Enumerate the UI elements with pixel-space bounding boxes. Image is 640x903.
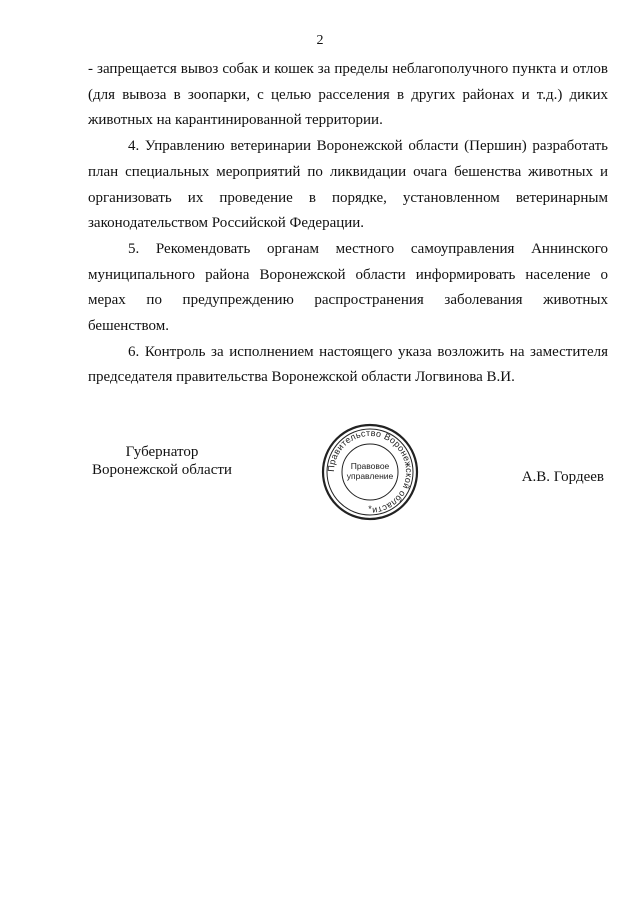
signatory-title-line2: Воронежской области bbox=[92, 462, 232, 478]
seal-star: * bbox=[368, 504, 372, 514]
signatory-name: А.В. Гордеев bbox=[521, 469, 604, 485]
paragraph-text: 5. Рекомендовать органам местного самоуправления Аннинского муниципального района Воронежской области информировать население о мерах по предупреждению распространения заболевания животных бешенством. bbox=[88, 240, 608, 335]
document-body bbox=[88, 57, 608, 391]
paragraph-ban-export bbox=[88, 57, 608, 134]
paragraph-text: 4. Управлению ветеринарии Воронежской области (Першин) разработать план специальных мероприятий по ликвидации очага бешенства животных и организовать их проведение в порядке, установленном ветеринарным законодательством Российской Федерации. bbox=[88, 138, 608, 232]
paragraph-text: 6. Контроль за исполнением настоящего указа возложить на заместителя председателя правительства Воронежской области Логвинова В.И. bbox=[88, 343, 608, 386]
paragraph-item-4 bbox=[88, 134, 608, 237]
seal-stamp bbox=[320, 422, 420, 522]
seal-ring-text: Правительство Воронежской области bbox=[325, 427, 415, 516]
signatory-title-line1: Губернатор bbox=[125, 444, 199, 460]
page-number: 2 bbox=[316, 33, 324, 48]
paragraph-item-6 bbox=[88, 340, 608, 391]
seal-center-line1: Правовое bbox=[350, 461, 390, 471]
seal-center-line2: управление bbox=[346, 471, 394, 481]
paragraph-text: - запрещается вывоз собак и кошек за пределы неблагополучного пункта и отлов (для вывоза в зоопарки, с целью расселения в других районах и т.д.) диких животных на карантинированной территории. bbox=[88, 61, 608, 129]
signatory-title bbox=[82, 443, 242, 479]
paragraph-item-5 bbox=[88, 237, 608, 340]
